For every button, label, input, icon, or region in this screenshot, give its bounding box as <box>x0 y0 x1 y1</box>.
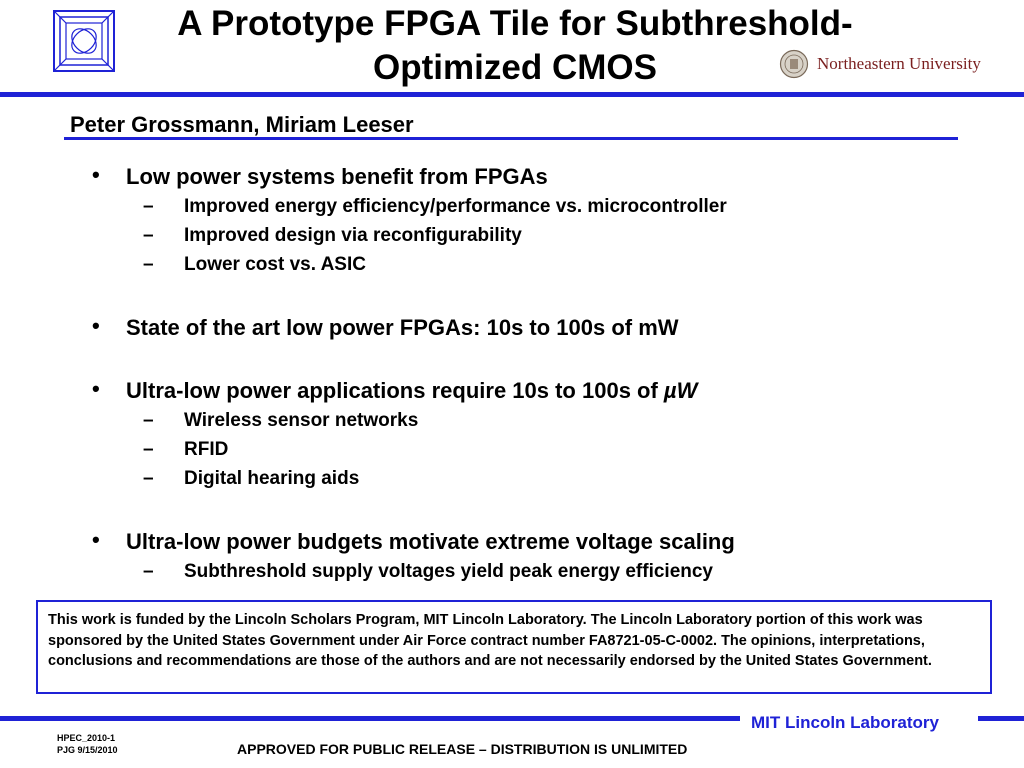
sub-bullet-mark: – <box>143 196 154 217</box>
lab-name: MIT Lincoln Laboratory <box>751 713 939 732</box>
sub-bullet-mark: – <box>143 410 154 431</box>
sub-bullet-text: RFID <box>184 439 229 460</box>
bullet-text-unit: µW <box>663 378 698 403</box>
funding-note: This work is funded by the Lincoln Scholars Program, MIT Lincoln Laboratory. The Lincoln Laboratory portion of this work was sponsored by the United States Government under Air Force contract number FA8721-05-C-0002. The opinions, interpretations, conclusions and recommendations are those of the authors and are not necessarily endorsed by the United States Government. <box>48 612 932 669</box>
northeastern-logo <box>779 46 1001 82</box>
sub-bullet-text: Lower cost vs. ASIC <box>184 254 366 275</box>
sub-bullet-mark: – <box>143 468 154 489</box>
funding-note-box <box>36 600 992 694</box>
bullet-text: Ultra-low power budgets motivate extreme voltage scaling <box>126 529 735 554</box>
release-statement: APPROVED FOR PUBLIC RELEASE – DISTRIBUTION IS UNLIMITED <box>237 741 688 757</box>
sub-bullet-text: Wireless sensor networks <box>184 410 419 431</box>
sub-bullet-mark: – <box>143 561 154 582</box>
sub-bullet-mark: – <box>143 254 154 275</box>
header-rule <box>0 92 1024 97</box>
sub-bullet-text: Improved design via reconfigurability <box>184 225 522 246</box>
bullet-text: Ultra-low power applications require 10s to 100s of <box>126 378 664 403</box>
sub-bullet-item <box>143 467 360 491</box>
footer-rule-left <box>0 716 740 721</box>
sub-bullet-text: Digital hearing aids <box>184 468 360 489</box>
sub-bullet-item <box>143 195 727 219</box>
sub-bullet-item <box>143 560 713 584</box>
bullet-mark: • <box>92 527 100 552</box>
northeastern-seal-icon <box>779 49 809 79</box>
bullet-text: State of the art low power FPGAs: 10s to 100s of mW <box>126 315 679 340</box>
sub-bullet-mark: – <box>143 225 154 246</box>
sub-bullet-item <box>143 224 522 248</box>
bullet-text: Low power systems benefit from FPGAs <box>126 164 548 189</box>
sub-bullet-text: Improved energy efficiency/performance vs. microcontroller <box>184 196 727 217</box>
sub-bullet-item <box>143 253 366 277</box>
slide-id: HPEC_2010-1 <box>57 733 116 743</box>
bullet-item <box>92 527 735 555</box>
bullet-mark: • <box>92 162 100 187</box>
bullet-mark: • <box>92 313 100 338</box>
author-date: PJG 9/15/2010 <box>57 745 118 755</box>
bullet-item <box>92 376 698 404</box>
authors: Peter Grossmann, Miriam Leeser <box>70 112 414 137</box>
sub-bullet-mark: – <box>143 439 154 460</box>
bullet-mark: • <box>92 376 100 401</box>
bullet-item <box>92 313 679 341</box>
sub-bullet-text: Subthreshold supply voltages yield peak energy efficiency <box>184 561 713 582</box>
slide-title: A Prototype FPGA Tile for Subthreshold- Optimized CMOS <box>177 4 853 87</box>
northeastern-name: Northeastern University <box>817 54 981 73</box>
footer-rule-right <box>978 716 1024 721</box>
sub-bullet-item <box>143 409 419 433</box>
bullet-item <box>92 162 548 190</box>
authors-underline <box>64 137 958 140</box>
mit-ll-logo-icon <box>53 10 115 72</box>
sub-bullet-item <box>143 438 229 462</box>
